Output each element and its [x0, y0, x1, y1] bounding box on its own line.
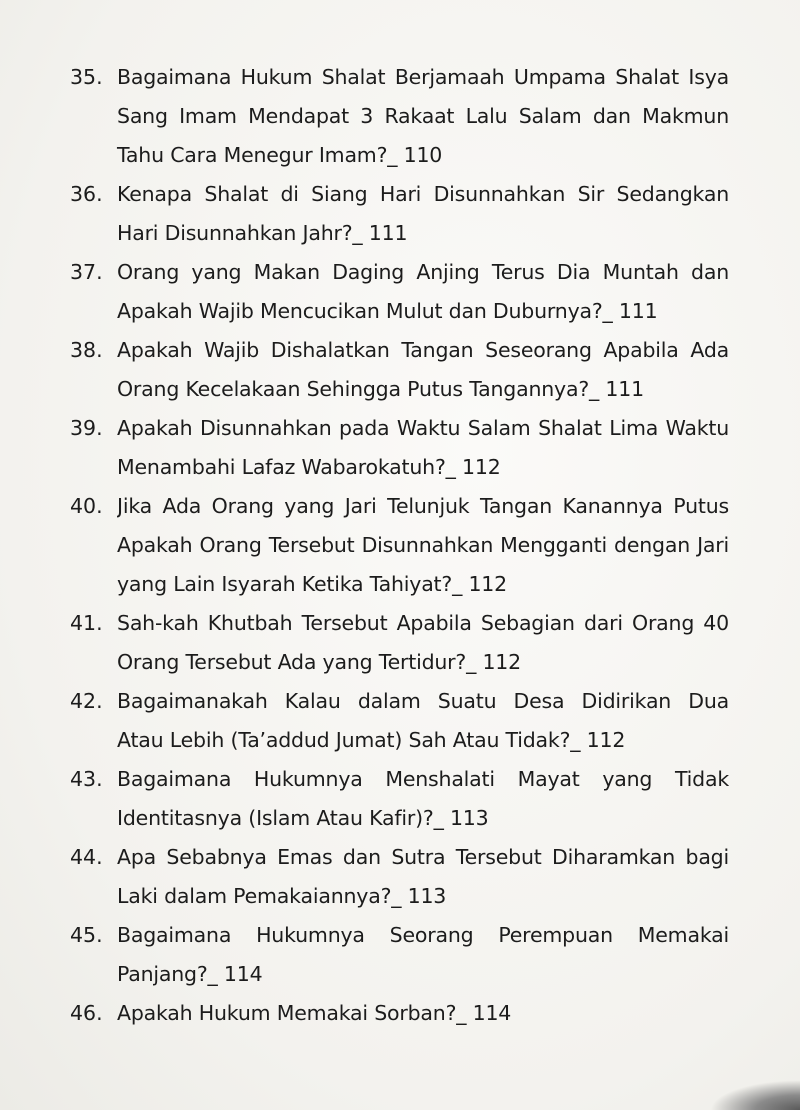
toc-entry [0, 604, 800, 682]
entry-title-line: Identitasnya (Islam Atau Kafir)?_ 113 [117, 806, 489, 830]
entry-title-line: Bagaimanakah Kalau dalam Suatu Desa Didirikan Dua [117, 689, 729, 713]
entry-number: 39. [70, 416, 103, 440]
entry-title-line: Apakah Disunnahkan pada Waktu Salam Shalat Lima Waktu [117, 416, 729, 440]
toc-entry [0, 760, 800, 838]
entry-number: 38. [70, 338, 103, 362]
entry-title-line: Kenapa Shalat di Siang Hari Disunnahkan Sir Sedangkan [117, 182, 729, 206]
entry-number: 42. [70, 689, 103, 713]
toc-entry [0, 487, 800, 604]
entry-title-line: Laki dalam Pemakaiannya?_ 113 [117, 884, 447, 908]
entry-title-line: yang Lain Isyarah Ketika Tahiyat?_ 112 [117, 572, 507, 596]
entry-title-line: Orang yang Makan Daging Anjing Terus Dia Muntah dan [117, 260, 729, 284]
entry-title-line: Orang Kecelakaan Sehingga Putus Tangannya?_ 111 [117, 377, 644, 401]
toc-entry [0, 409, 800, 487]
entry-number: 41. [70, 611, 103, 635]
table-of-contents [0, 58, 800, 1033]
entry-title-line: Apakah Wajib Mencucikan Mulut dan Duburnya?_ 111 [117, 299, 658, 323]
toc-entry [0, 175, 800, 253]
toc-entry [0, 916, 800, 994]
entry-title-line: Tahu Cara Menegur Imam?_ 110 [117, 143, 443, 167]
entry-title-line: Orang Tersebut Ada yang Tertidur?_ 112 [117, 650, 521, 674]
toc-entry [0, 994, 800, 1033]
entry-number: 45. [70, 923, 103, 947]
entry-number: 40. [70, 494, 103, 518]
toc-entry [0, 331, 800, 409]
page-corner-shadow [710, 1080, 800, 1110]
entry-title-line: Apakah Orang Tersebut Disunnahkan Mengganti dengan Jari [117, 533, 729, 557]
entry-title-line: Jika Ada Orang yang Jari Telunjuk Tangan Kanannya Putus [117, 494, 729, 518]
entry-title-line: Atau Lebih (Ta’addud Jumat) Sah Atau Tidak?_ 112 [117, 728, 626, 752]
entry-number: 43. [70, 767, 103, 791]
entry-number: 46. [70, 1001, 103, 1025]
entry-title-line: Bagaimana Hukum Shalat Berjamaah Umpama Shalat Isya [117, 65, 729, 89]
toc-entry [0, 682, 800, 760]
entry-number: 37. [70, 260, 103, 284]
entry-title-line: Bagaimana Hukumnya Menshalati Mayat yang Tidak [117, 767, 729, 791]
toc-entry [0, 58, 800, 175]
entry-title-line: Apakah Hukum Memakai Sorban?_ 114 [117, 1001, 512, 1025]
entry-title-line: Sang Imam Mendapat 3 Rakaat Lalu Salam dan Makmun [117, 104, 729, 128]
toc-entry [0, 253, 800, 331]
entry-number: 36. [70, 182, 103, 206]
entry-title-line: Apa Sebabnya Emas dan Sutra Tersebut Diharamkan bagi [117, 845, 729, 869]
toc-entry [0, 838, 800, 916]
entry-title-line: Menambahi Lafaz Wabarokatuh?_ 112 [117, 455, 501, 479]
entry-title-line: Sah-kah Khutbah Tersebut Apabila Sebagian dari Orang 40 [117, 611, 729, 635]
entry-number: 35. [70, 65, 103, 89]
entry-title-line: Apakah Wajib Dishalatkan Tangan Seseorang Apabila Ada [117, 338, 729, 362]
entry-title-line: Bagaimana Hukumnya Seorang Perempuan Memakai [117, 923, 729, 947]
entry-title-line: Panjang?_ 114 [117, 962, 263, 986]
entry-number: 44. [70, 845, 103, 869]
entry-title-line: Hari Disunnahkan Jahr?_ 111 [117, 221, 408, 245]
